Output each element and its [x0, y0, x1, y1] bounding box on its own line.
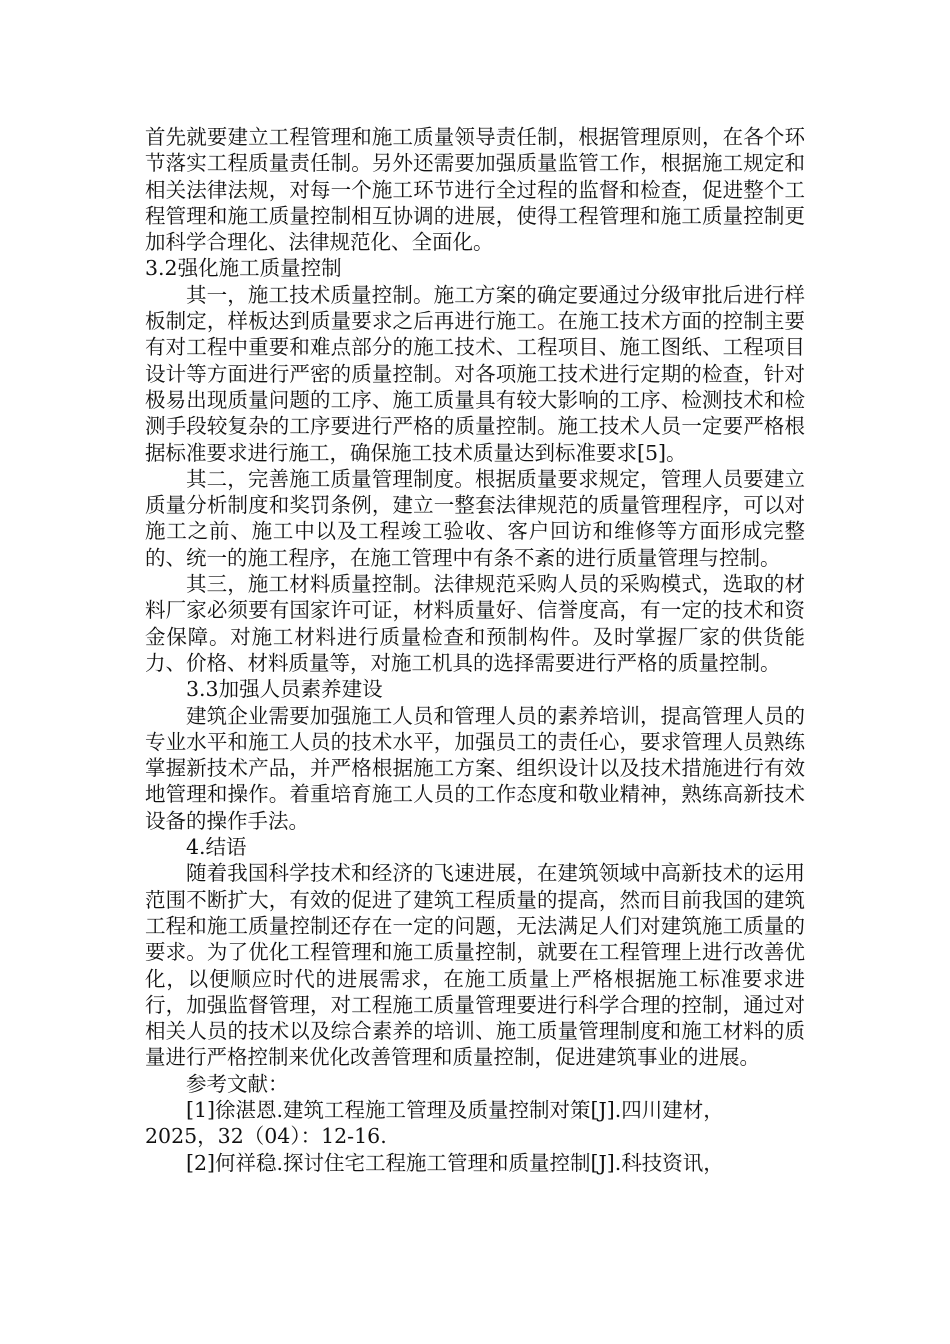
- section-4-heading: 4.结语: [186, 835, 247, 860]
- section-3-2-paragraph-1: 其一，施工技术质量控制。施工方案的确定要通过分级审批后进行样板制定，样板达到质量要求之后再进行施工。在施工技术方面的控制主要有对工程中重要和难点部分的施工技术、工程项目、施工图纸、工程项目设计等方面进行严密的质量控制。对各项施工技术进行定期的检查，针对极易出现质量问题的工序、施工质量具有较大影响的工序、检测技术和检测手段较复杂的工序要进行严格的质量控制。施工技术人员一定要严格根据标准要求进行施工，确保施工技术质量达到标准要求[5]。: [145, 282, 805, 465]
- reference-1-line-2: 2025，32（04）：12-16.: [145, 1124, 387, 1149]
- reference-1-line-1: [1]徐湛恩.建筑工程施工管理及质量控制对策[J].四川建材，: [186, 1097, 724, 1122]
- section-3-2-paragraph-3: 其三，施工材料质量控制。法律规范采购人员的采购模式，选取的材料厂家必须要有国家许可证，材料质量好、信誉度高，有一定的技术和资金保障。对施工材料进行质量检查和预制构件。及时掌握厂家的供货能力、价格、材料质量等，对施工机具的选择需要进行严格的质量控制。: [145, 572, 805, 675]
- section-3-2-paragraph-2: 其二，完善施工质量管理制度。根据质量要求规定，管理人员要建立质量分析制度和奖罚条例，建立一整套法律规范的质量管理程序，可以对施工之前、施工中以及工程竣工验收、客户回访和维修等方面形成完整的、统一的施工程序，在施工管理中有条不紊的进行质量管理与控制。: [145, 466, 805, 570]
- continued-paragraph: 首先就要建立工程管理和施工质量领导责任制，根据管理原则，在各个环节落实工程质量责任制。另外还需要加强质量监管工作，根据施工规定和相关法律法规，对每一个施工环节进行全过程的监督和检查，促进整个工程管理和施工质量控制相互协调的进展，使得工程管理和施工质量控制更加科学合理化、法律规范化、全面化。: [145, 125, 805, 255]
- section-3-3-paragraph-1: 建筑企业需要加强施工人员和管理人员的素养培训，提高管理人员的专业水平和施工人员的技术水平，加强员工的责任心，要求管理人员熟练掌握新技术产品，并严格根据施工方案、组织设计以及技术措施进行有效地管理和操作。着重培育施工人员的工作态度和敬业精神，熟练高新技术设备的操作手法。: [145, 703, 805, 833]
- section-3-3-heading: 3.3加强人员素养建设: [186, 677, 383, 702]
- references-heading: 参考文献：: [186, 1071, 289, 1096]
- section-4-paragraph-1: 随着我国科学技术和经济的飞速进展，在建筑领域中高新技术的运用范围不断扩大，有效的促进了建筑工程质量的提高，然而目前我国的建筑工程和施工质量控制还存在一定的问题，无法满足人们对建筑施工质量的要求。为了优化工程管理和施工质量控制，就要在工程管理上进行改善优化，以便顺应时代的进展需求，在施工质量上严格根据施工标准要求进行，加强监督管理，对工程施工质量管理要进行科学合理的控制，通过对相关人员的技术以及综合素养的培训、施工质量管理制度和施工材料的质量进行严格控制来优化改善管理和质量控制，促进建筑事业的进展。: [145, 861, 805, 1070]
- section-3-2-heading: 3.2强化施工质量控制: [145, 256, 342, 281]
- document-page: [145, 124, 805, 1176]
- reference-2-line-1: [2]何祥稳.探讨住宅工程施工管理和质量控制[J].科技资讯，: [186, 1150, 724, 1175]
